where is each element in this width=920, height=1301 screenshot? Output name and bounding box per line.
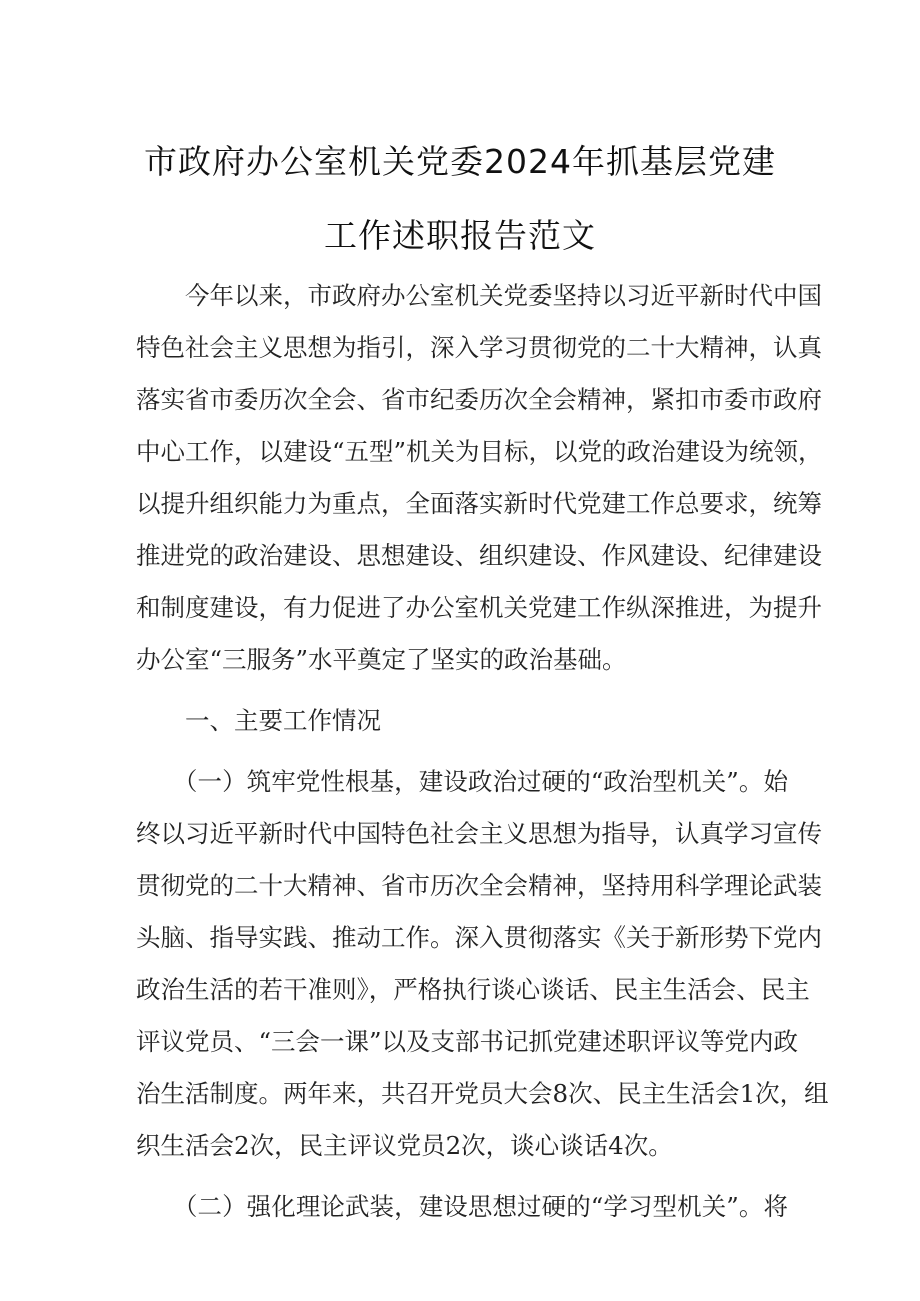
body-line: （一）筑牢党性根基，建设政治过硬的“政治型机关”。始 <box>136 767 788 796</box>
body-line: 中心工作，以建设“五型”机关为目标，以党的政治建设为统领， <box>136 437 823 466</box>
body-line: 终以习近平新时代中国特色社会主义思想为指导，认真学习宣传 <box>136 819 822 848</box>
body-line: 治生活制度。两年来，共召开党员大会8次、民主生活会1次，组 <box>136 1079 829 1108</box>
body-line: 头脑、指导实践、推动工作。深入贯彻落实《关于新形势下党内 <box>136 923 822 952</box>
body-line: 以提升组织能力为重点，全面落实新时代党建工作总要求，统筹 <box>136 489 822 518</box>
body-line: 今年以来，市政府办公室机关党委坚持以习近平新时代中国 <box>136 281 822 310</box>
body-line: 政治生活的若干准则》，严格执行谈心谈话、民主生活会、民主 <box>136 975 810 1004</box>
body-line: 贯彻党的二十大精神、省市历次全会精神，坚持用科学理论武装 <box>136 871 822 900</box>
body-line: 落实省市委历次全会、省市纪委历次全会精神，紧扣市委市政府 <box>136 385 822 414</box>
body-line: 特色社会主义思想为指引，深入学习贯彻党的二十大精神，认真 <box>136 333 822 362</box>
body-line: 推进党的政治建设、思想建设、组织建设、作风建设、纪律建设 <box>136 541 822 570</box>
section-heading: 一、主要工作情况 <box>136 706 381 735</box>
body-line: 织生活会2次，民主评议党员2次，谈心谈话4次。 <box>136 1131 673 1160</box>
document-title-line-2: 工作述职报告范文 <box>324 216 596 255</box>
body-line: （二）强化理论武装，建设思想过硬的“学习型机关”。将 <box>136 1192 788 1221</box>
document-title-line-1: 市政府办公室机关党委2024年抓基层党建 <box>144 142 776 181</box>
body-line: 和制度建设，有力促进了办公室机关党建工作纵深推进，为提升 <box>136 593 822 622</box>
body-line: 评议党员、“三会一课”以及支部书记抓党建述职评议等党内政 <box>136 1027 799 1056</box>
body-line: 办公室“三服务”水平奠定了坚实的政治基础。 <box>136 645 627 674</box>
